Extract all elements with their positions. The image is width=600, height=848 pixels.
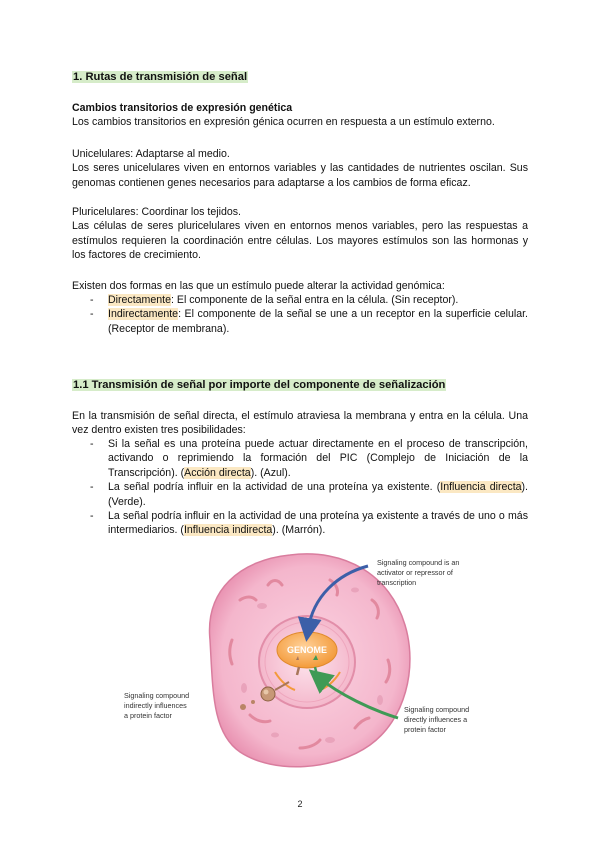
- page-number: 2: [297, 799, 303, 809]
- list-item: - Indirectamente: El componente de la señal se une a un receptor en la superficie celular. (Receptor de membrana).: [90, 308, 528, 335]
- label-left: Signaling compound indirectly influences a protein factor: [124, 691, 190, 720]
- section-heading: 1. Rutas de transmisión de señal: [73, 71, 248, 83]
- list-item: - Si la señal es una proteína puede actuar directamente en el proceso de transcripción, activando o reprimiendo la formación del PIC (Complejo de Iniciación de la Transcripción). (Acción directa). (Azul).: [90, 438, 528, 479]
- subheading: Cambios transitorios de expresión genética: [72, 102, 293, 114]
- genome-label: GENOME: [286, 645, 328, 655]
- list-item: - La señal podría influir en la actividad de una proteína ya existente a través de uno o más intermediarios. (Influencia indirecta). (Marrón).: [90, 510, 528, 537]
- highlight-term: Influencia indirecta: [183, 524, 273, 537]
- unicellular-text: Los seres unicelulares viven en entornos variables y las cantidades de nutrientes oscilan. Sus genomas contienen genes necesarios para adaptarse a los cambios de forma eficaz.: [72, 162, 528, 189]
- pluricellular-text: Las células de seres pluricelulares viven en entornos menos variables, pero las respuestas a estímulos requieren la coordinación entre células. Los mayores estímulos son las hormonas y los factores de crecimiento.: [72, 220, 528, 262]
- label-right: Signaling compound directly influences a protein factor: [404, 705, 470, 734]
- list-item: - La señal podría influir en la actividad de una proteína ya existente. (Influencia directa). (Verde).: [90, 481, 529, 508]
- paragraph: Los cambios transitorios en expresión génica ocurren en respuesta a un estímulo externo.: [72, 116, 495, 129]
- forms-intro: Existen dos formas en las que un estímulo puede alterar la actividad genómica:: [72, 280, 445, 292]
- highlight-term: Indirectamente: [108, 308, 179, 321]
- pluricellular-title: Pluricelulares: Coordinar los tejidos.: [72, 206, 241, 218]
- highlight-term: Directamente: [108, 294, 171, 306]
- highlight-term: Acción directa: [184, 466, 251, 479]
- highlight-term: Influencia directa: [440, 481, 522, 494]
- section2-intro: En la transmisión de señal directa, el estímulo atraviesa la membrana y entra en la célula. Una vez dentro existen tres posibilidades:: [72, 410, 528, 437]
- list-item: - Directamente: El componente de la señal entra en la célula. (Sin receptor).: [90, 294, 459, 306]
- unicellular-title: Unicelulares: Adaptarse al medio.: [72, 148, 230, 160]
- section-heading-2: 1.1 Transmisión de señal por importe del componente de señalización: [73, 379, 446, 391]
- label-top: Signaling compound is an activator or repressor of transcription: [377, 558, 460, 587]
